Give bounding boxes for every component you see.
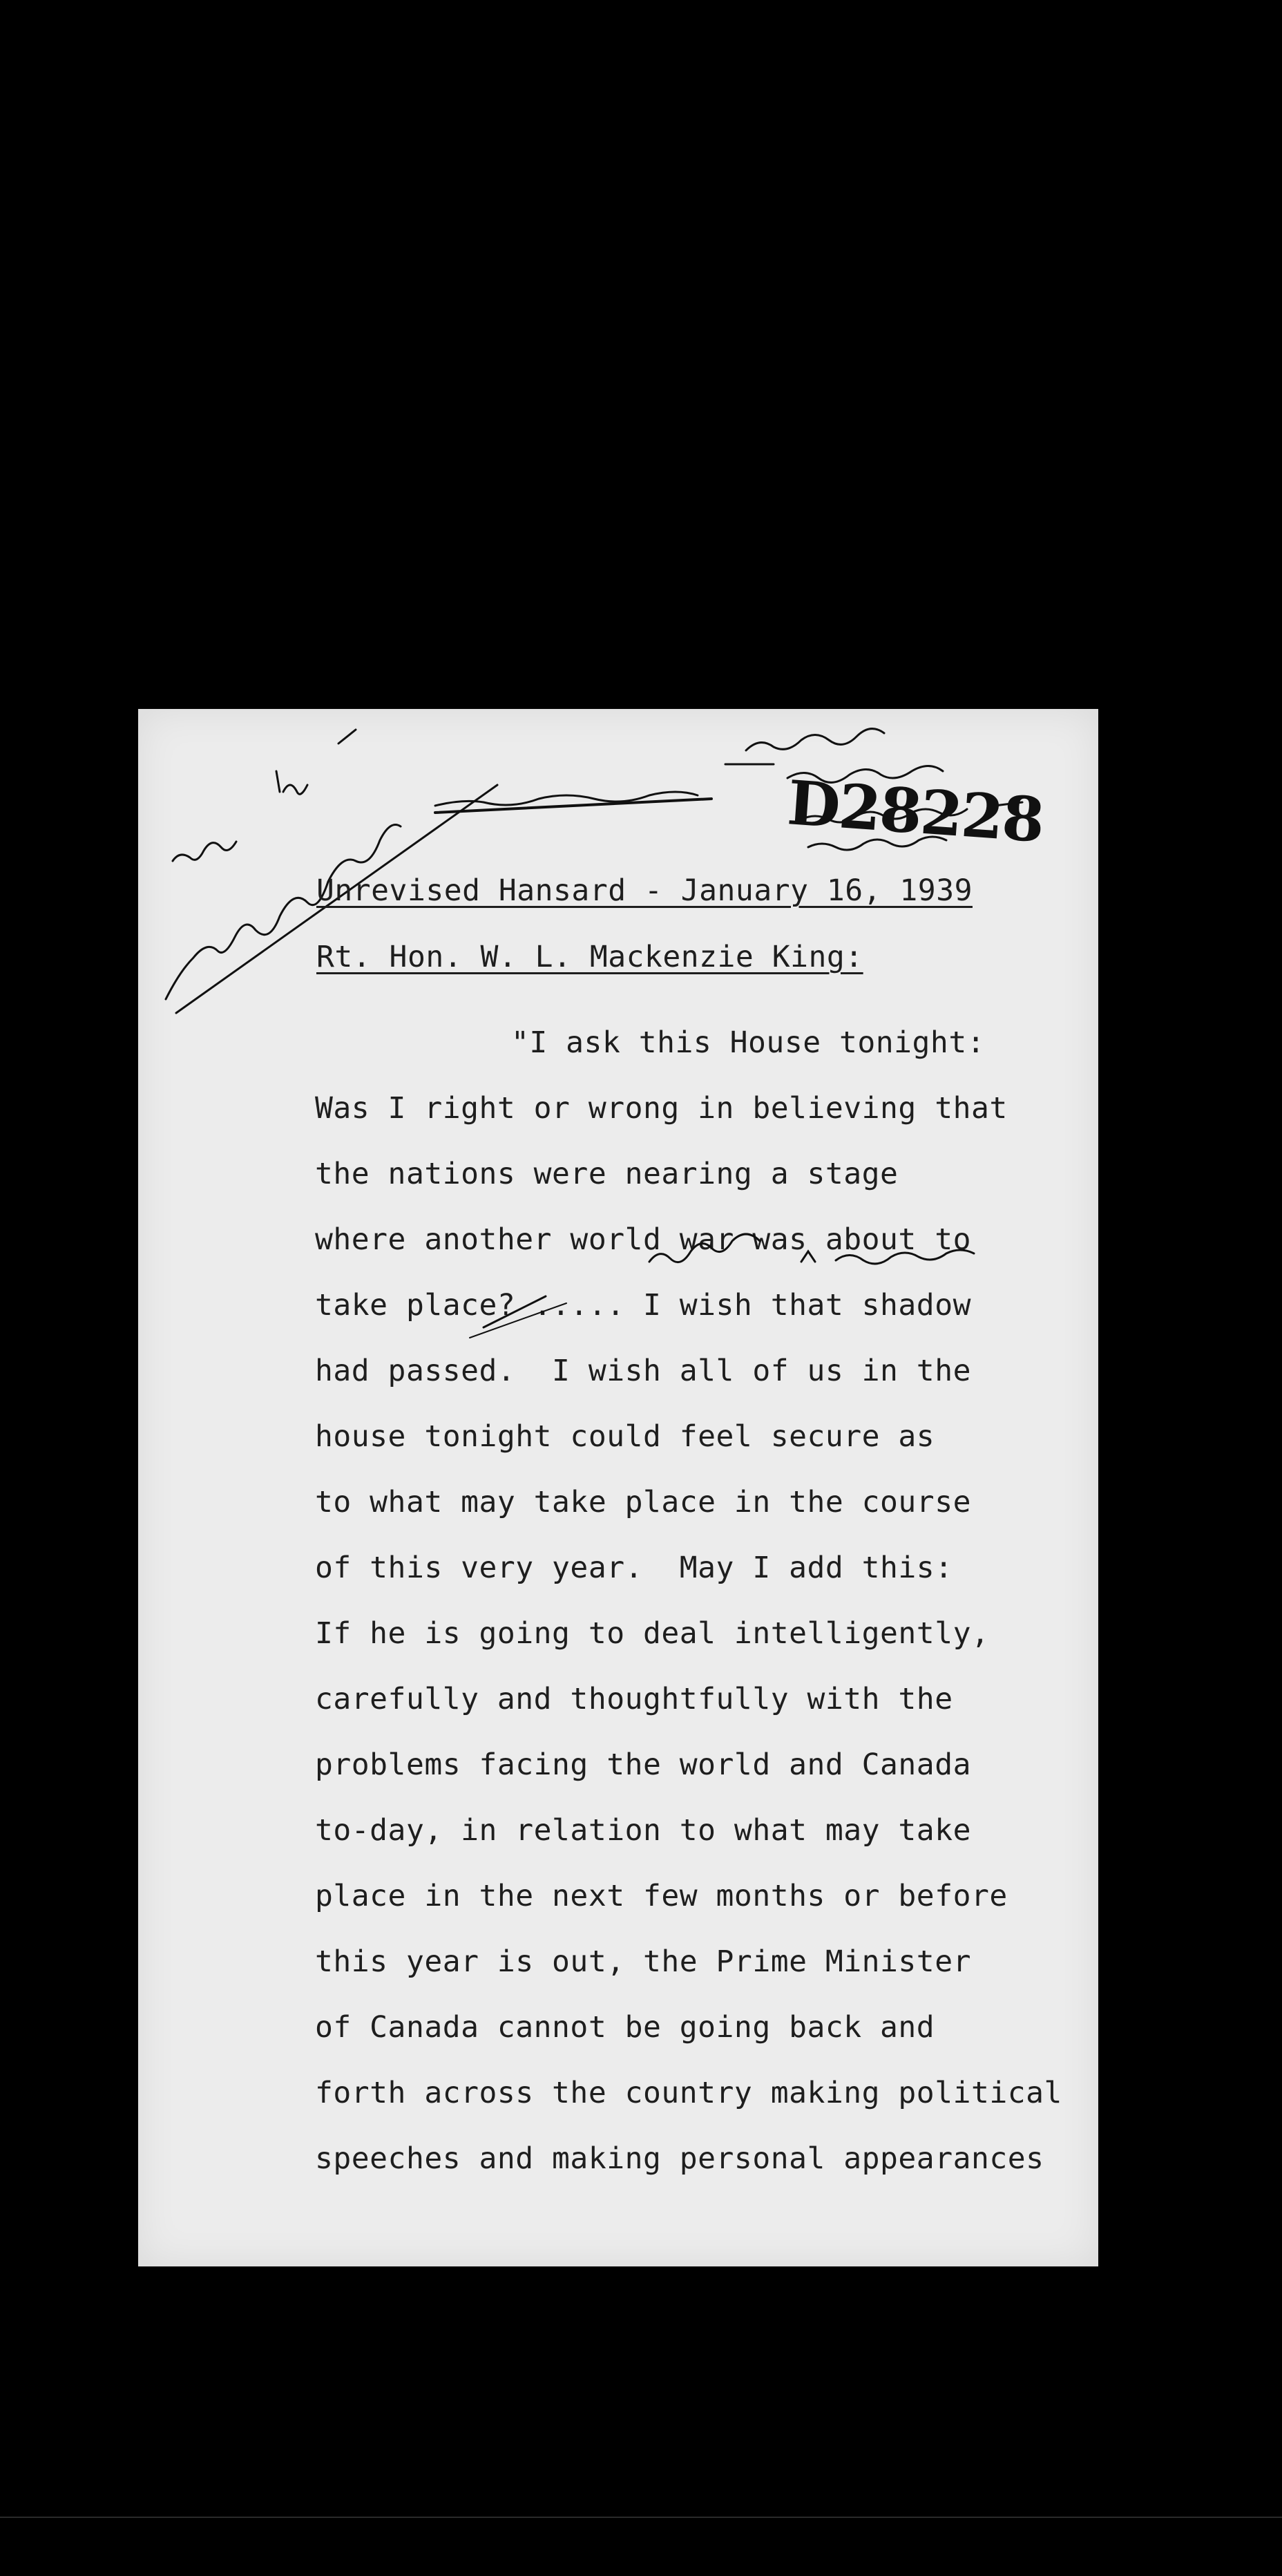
body-line-18: speeches and making personal appearances — [315, 2141, 1044, 2176]
body-line-3: the nations were nearing a stage — [315, 1157, 899, 1191]
body-line-7: house tonight could feel secure as — [315, 1419, 935, 1454]
speaker-heading: Rt. Hon. W. L. Mackenzie King: — [316, 940, 863, 974]
body-line-6: had passed. I wish all of us in the — [315, 1354, 971, 1388]
body-line-1: "I ask this House tonight: — [511, 1025, 986, 1060]
body-line-5: take place? ..... I wish that shadow — [315, 1288, 971, 1323]
body-line-11: carefully and thoughtfully with the — [315, 1682, 953, 1716]
body-line-8: to what may take place in the course — [315, 1485, 971, 1519]
body-line-17: forth across the country making political — [315, 2076, 1062, 2110]
film-frame-line — [0, 2517, 1282, 2518]
body-line-4: where another world war was about to — [315, 1222, 971, 1257]
body-line-12: problems facing the world and Canada — [315, 1748, 971, 1782]
archive-stamp-number: D28228 — [785, 766, 1046, 856]
document-source-heading: Unrevised Hansard - January 16, 1939 — [316, 873, 973, 908]
body-line-14: place in the next few months or before — [315, 1879, 1008, 1913]
body-line-16: of Canada cannot be going back and — [315, 2010, 935, 2045]
body-line-13: to-day, in relation to what may take — [315, 1813, 971, 1848]
body-line-15: this year is out, the Prime Minister — [315, 1944, 971, 1979]
body-line-2: Was I right or wrong in believing that — [315, 1091, 1008, 1126]
body-line-9: of this very year. May I add this: — [315, 1551, 953, 1585]
document-page — [138, 709, 1098, 2266]
body-line-10: If he is going to deal intelligently, — [315, 1616, 990, 1651]
